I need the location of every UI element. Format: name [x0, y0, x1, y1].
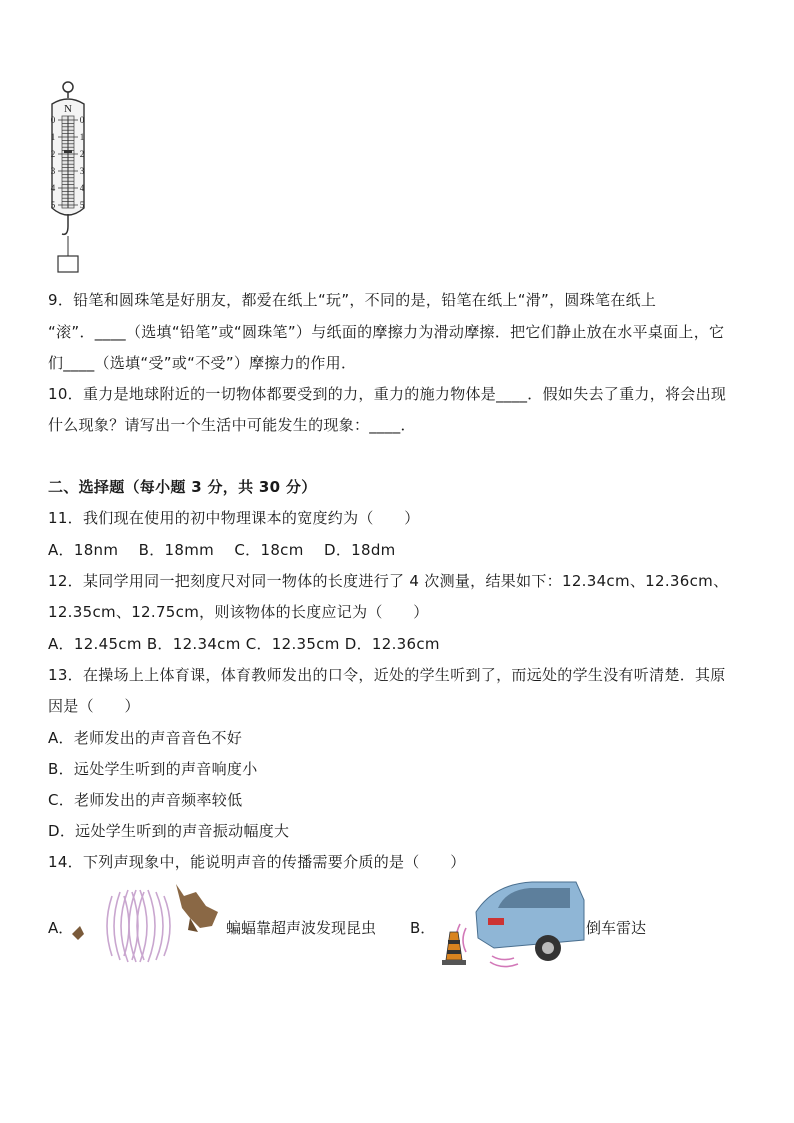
question-13-line-2: 因是（ ） — [48, 697, 140, 715]
question-14-option-a-label: A． — [48, 919, 74, 937]
question-14-option-a-text: 蝙蝠靠超声波发现昆虫 — [226, 919, 377, 937]
scale-left-tick-label: 0 — [50, 115, 56, 125]
scale-left-tick-label: 1 — [50, 132, 56, 142]
scale-right-tick-label: 3 — [79, 166, 85, 176]
scale-left-tick-label: 5 — [50, 200, 56, 210]
bat-ultrasound-image — [72, 882, 222, 970]
section-2-heading: 二、选择题（每小题 3 分，共 30 分） — [48, 478, 317, 496]
question-14: 14．下列声现象中，能说明声音的传播需要介质的是（ ） — [48, 853, 466, 871]
scale-right-tick-label: 4 — [79, 183, 85, 193]
question-9-line-3: 们____（选填“受”或“不受”）摩擦力的作用． — [48, 354, 357, 372]
scale-letter: N — [64, 103, 72, 115]
scale-left-tick-label: 2 — [50, 149, 56, 159]
scale-right-tick-label: 1 — [79, 132, 85, 142]
question-10-line-1: 10．重力是地球附近的一切物体都要受到的力，重力的施力物体是____．假如失去了重力，将会出现 — [48, 385, 727, 403]
reversing-radar-image — [436, 878, 586, 974]
question-14-option-b-text: 倒车雷达 — [586, 919, 647, 937]
scale-left-tick-label: 4 — [50, 183, 56, 193]
scale-right-tick-label: 5 — [79, 200, 85, 210]
question-11: 11．我们现在使用的初中物理课本的宽度约为（ ） — [48, 509, 420, 527]
question-10-line-2: 什么现象？请写出一个生活中可能发生的现象：____． — [48, 416, 416, 434]
question-13-option-b: B．远处学生听到的声音响度小 — [48, 760, 258, 778]
scale-right-tick-label: 2 — [79, 149, 85, 159]
spring-scale-figure — [44, 80, 96, 278]
question-9-line-1: 9．铅笔和圆珠笔是好朋友，都爱在纸上“玩”，不同的是，铅笔在纸上“滑”，圆珠笔在纸上 — [48, 291, 657, 309]
question-13-option-a: A．老师发出的声音音色不好 — [48, 729, 243, 747]
question-9-line-2: “滚”．____（选填“铅笔”或“圆珠笔”）与纸面的摩擦力为滑动摩擦．把它们静止放在水平桌面上，它 — [48, 323, 725, 341]
question-12-line-2: 12.35cm、12.75cm，则该物体的长度应记为（ ） — [48, 603, 429, 621]
question-11-options: A．18nm B．18mm C．18cm D．18dm — [48, 541, 396, 559]
scale-left-tick-label: 3 — [50, 166, 56, 176]
question-14-option-b-label: B． — [410, 919, 436, 937]
scale-right-tick-label: 0 — [79, 115, 85, 125]
question-12-options: A．12.45cm B．12.34cm C．12.35cm D．12.36cm — [48, 635, 440, 653]
question-13-line-1: 13．在操场上上体育课，体育教师发出的口令，近处的学生听到了，而远处的学生没有听清楚．其原 — [48, 666, 726, 684]
question-13-option-d: D．远处学生听到的声音振动幅度大 — [48, 822, 290, 840]
question-12-line-1: 12．某同学用同一把刻度尺对同一物体的长度进行了 4 次测量，结果如下：12.34cm、12.36cm、 — [48, 572, 729, 590]
question-13-option-c: C．老师发出的声音频率较低 — [48, 791, 243, 809]
